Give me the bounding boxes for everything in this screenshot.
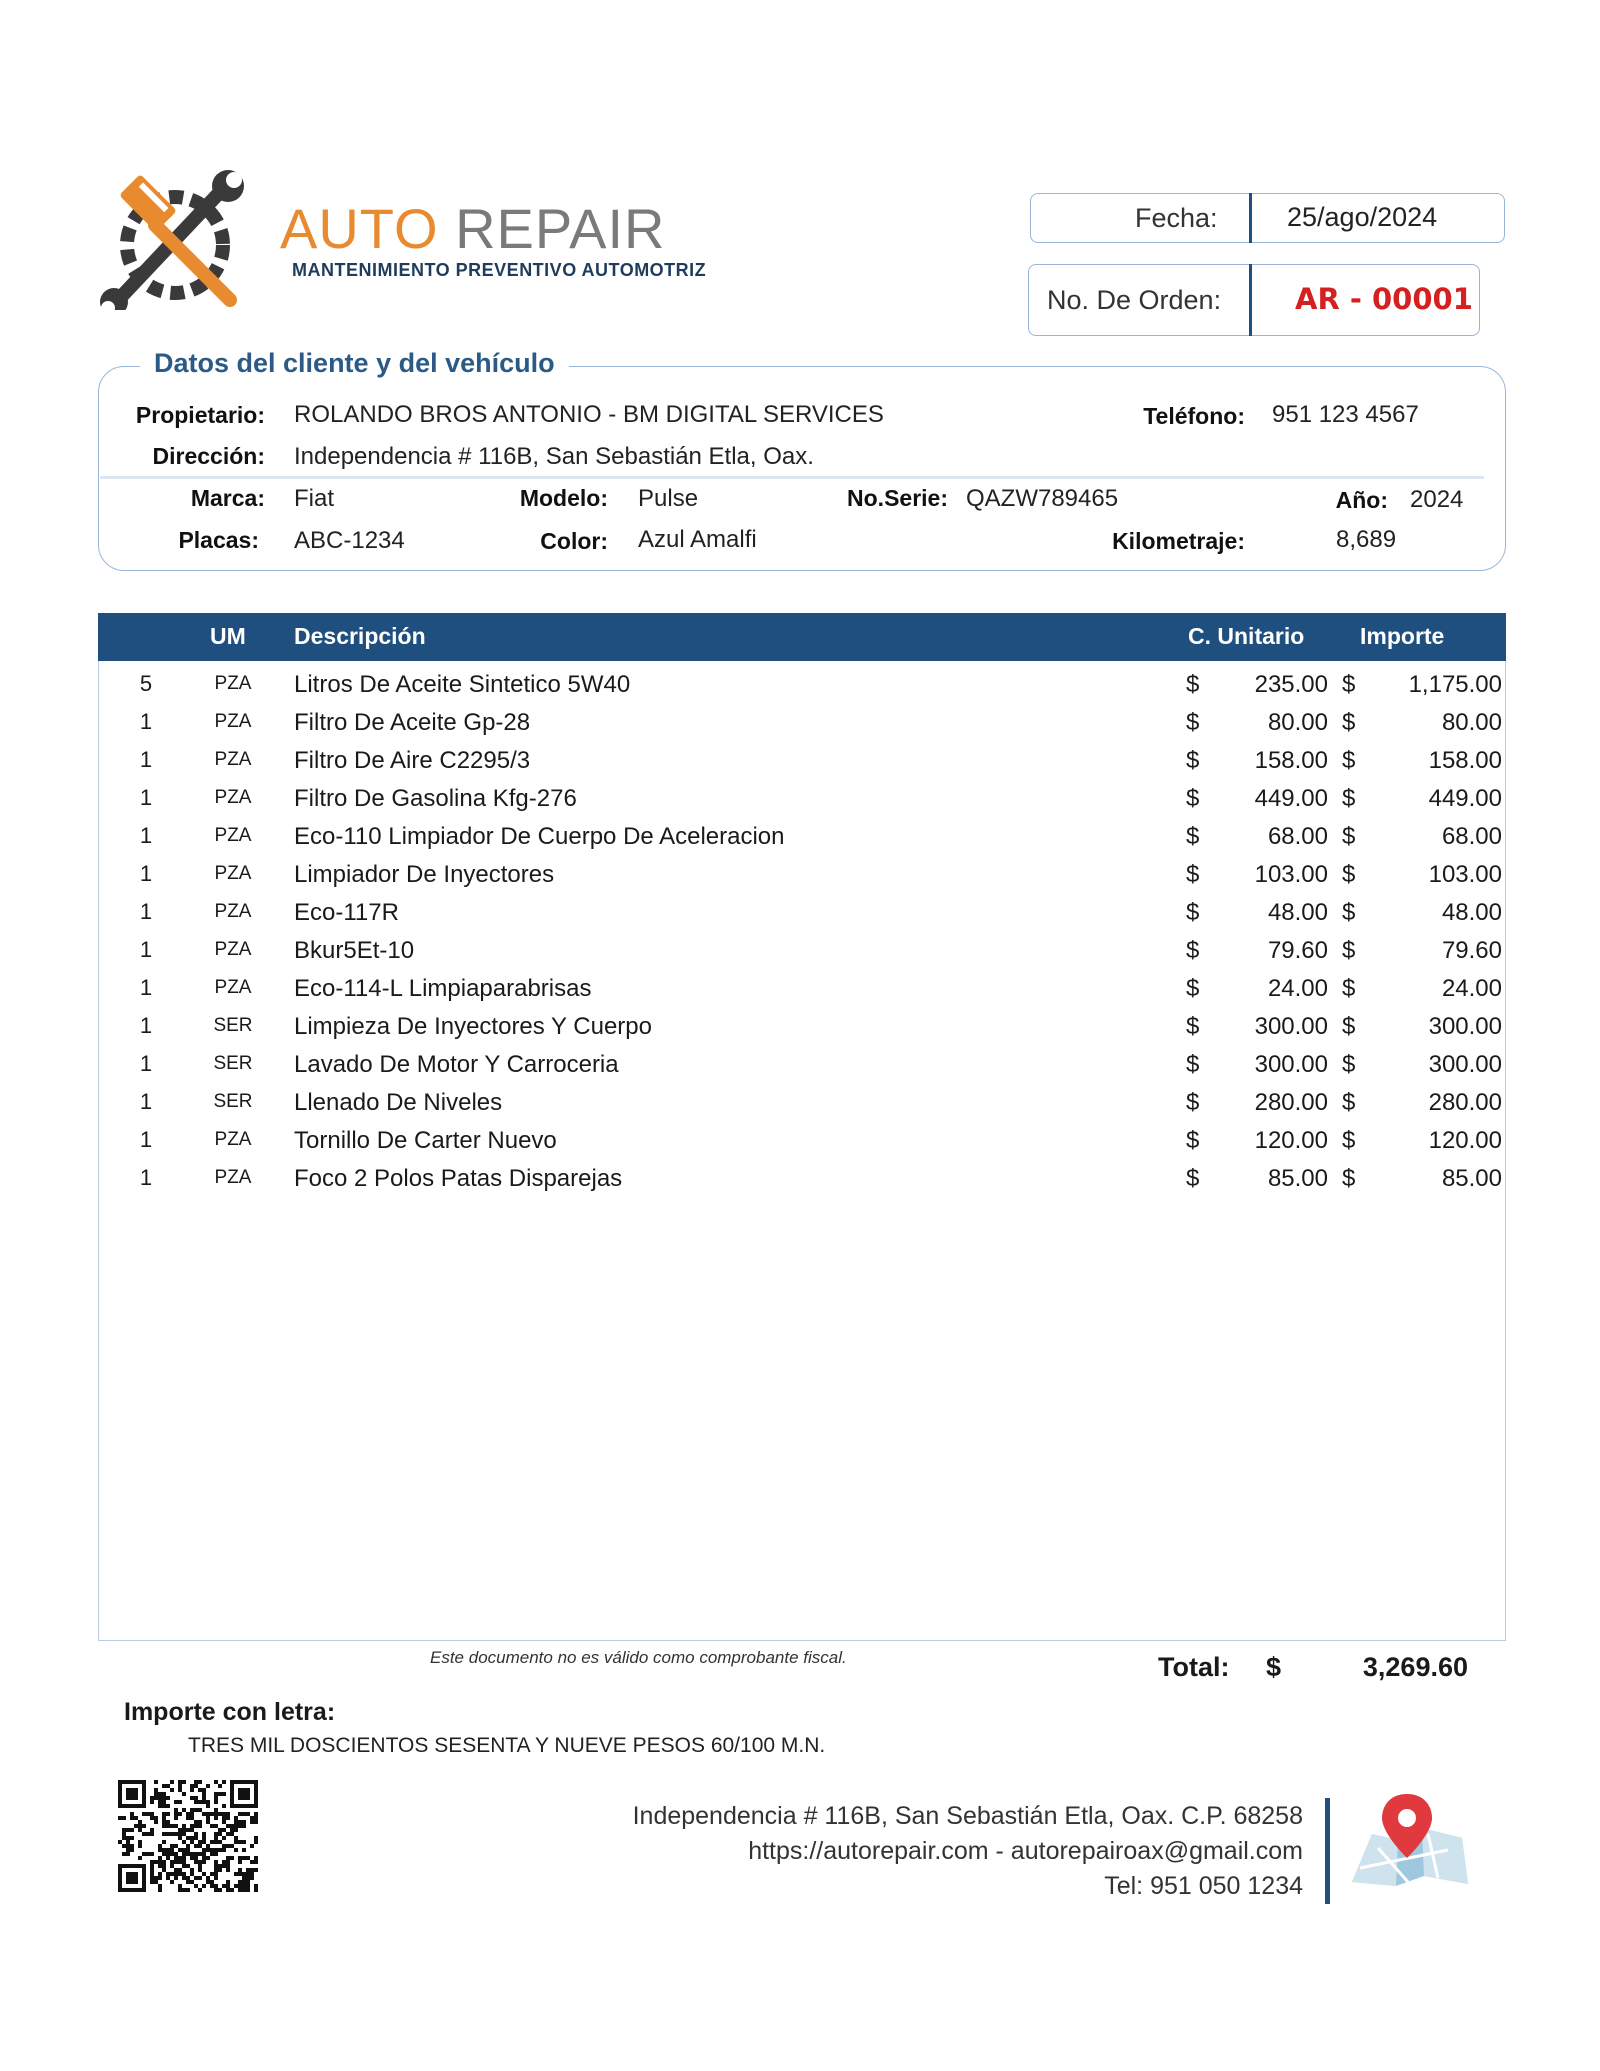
item-unit-currency: $ [1186,1089,1200,1116]
item-qty: 1 [139,747,153,772]
phone-value: 951 123 4567 [1272,401,1419,428]
item-description: Litros De Aceite Sintetico 5W40 [294,671,631,698]
item-amount: 120.00 [1428,1127,1502,1154]
item-amount: 300.00 [1428,1013,1502,1040]
item-amount-currency: $ [1342,1127,1356,1154]
amount-in-words-label: Importe con letra: [124,1698,336,1726]
color-value: Azul Amalfi [638,526,757,553]
table-row [98,1161,1506,1199]
item-qty: 1 [139,709,153,734]
color-label: Color: [540,528,608,554]
item-unit-currency: $ [1186,861,1200,888]
item-um: PZA [214,787,252,808]
header-description: Descripción [294,623,426,649]
item-unit-price: 103.00 [1254,861,1328,888]
item-unit-price: 300.00 [1254,1013,1328,1040]
item-amount: 158.00 [1428,747,1502,774]
item-um: PZA [214,901,252,922]
order-divider [1249,264,1252,336]
table-row [98,1123,1506,1161]
header-um: UM [210,623,246,649]
item-unit-price: 120.00 [1254,1127,1328,1154]
item-unit-price: 68.00 [1267,823,1328,850]
qr-code-icon [118,1780,258,1892]
item-amount-currency: $ [1342,899,1356,926]
table-row [98,705,1506,743]
item-unit-currency: $ [1186,1127,1200,1154]
item-amount: 24.00 [1441,975,1502,1002]
item-description: Filtro De Aceite Gp-28 [294,709,531,736]
item-amount-currency: $ [1342,1051,1356,1078]
owner-label: Propietario: [135,402,265,428]
item-um: PZA [214,711,252,732]
date-box [1030,193,1505,243]
footer-web-email: https://autorepair.com - autorepairoax@gmail.com [748,1837,1303,1865]
item-unit-price: 235.00 [1254,671,1328,698]
item-qty: 1 [139,1013,153,1038]
serial-label: No.Serie: [847,485,948,511]
item-unit-price: 158.00 [1254,747,1328,774]
item-amount-currency: $ [1342,823,1356,850]
item-amount-currency: $ [1342,1089,1356,1116]
item-amount: 280.00 [1428,1089,1502,1116]
mileage-label: Kilometraje: [1112,528,1245,554]
item-unit-price: 300.00 [1254,1051,1328,1078]
item-unit-price: 85.00 [1267,1165,1328,1192]
item-description: Eco-117R [294,899,399,926]
address-label: Dirección: [152,443,265,469]
client-divider [100,476,1484,479]
phone-label: Teléfono: [1143,403,1245,429]
table-row [98,819,1506,857]
item-unit-currency: $ [1186,747,1200,774]
item-amount: 449.00 [1428,785,1502,812]
total-currency: $ [1266,1652,1282,1682]
client-section-title: Datos del cliente y del vehículo [140,348,569,379]
order-box [1028,264,1480,336]
date-divider [1249,193,1252,243]
amount-in-words-value: TRES MIL DOSCIENTOS SESENTA Y NUEVE PESOS 60/100 M.N. [188,1734,826,1757]
item-amount-currency: $ [1342,1013,1356,1040]
fiscal-disclaimer: Este documento no es válido como comprobante fiscal. [430,1648,847,1667]
item-unit-price: 280.00 [1254,1089,1328,1116]
item-um: SER [213,1091,253,1112]
item-um: PZA [214,825,252,846]
item-unit-price: 80.00 [1267,709,1328,736]
item-unit-price: 24.00 [1267,975,1328,1002]
item-qty: 1 [139,1127,153,1152]
item-um: PZA [214,749,252,770]
map-pin-icon [1338,1788,1472,1894]
item-qty: 1 [139,785,153,810]
header-unit-price: C. Unitario [1188,623,1305,649]
item-qty: 1 [139,975,153,1000]
item-amount-currency: $ [1342,709,1356,736]
item-qty: 1 [139,1165,153,1190]
item-amount-currency: $ [1342,975,1356,1002]
item-amount: 68.00 [1441,823,1502,850]
item-unit-currency: $ [1186,785,1200,812]
plates-value: ABC-1234 [294,527,405,554]
item-description: Filtro De Gasolina Kfg-276 [294,785,577,812]
table-row [98,743,1506,781]
item-description: Lavado De Motor Y Carroceria [294,1051,619,1078]
owner-value: ROLANDO BROS ANTONIO - BM DIGITAL SERVICES [294,401,884,428]
item-description: Bkur5Et-10 [294,937,415,964]
header-amount: Importe [1360,623,1445,649]
make-value: Fiat [294,485,335,512]
item-description: Llenado De Niveles [294,1089,503,1116]
item-unit-currency: $ [1186,1165,1200,1192]
item-amount: 103.00 [1428,861,1502,888]
table-row [98,667,1506,705]
item-amount-currency: $ [1342,937,1356,964]
item-um: PZA [214,863,252,884]
item-description: Limpieza De Inyectores Y Cuerpo [294,1013,652,1040]
item-description: Foco 2 Polos Patas Disparejas [294,1165,623,1192]
item-qty: 1 [139,1051,153,1076]
model-label: Modelo: [519,485,608,511]
footer-divider [1325,1798,1330,1904]
item-amount: 85.00 [1441,1165,1502,1192]
item-um: SER [213,1015,253,1036]
item-amount-currency: $ [1342,785,1356,812]
total-value: 3,269.60 [1362,1652,1468,1682]
item-um: SER [213,1053,253,1074]
table-row [98,781,1506,819]
date-label: Fecha: [1135,203,1218,233]
make-label: Marca: [190,485,265,511]
item-amount-currency: $ [1342,747,1356,774]
footer-address: Independencia # 116B, San Sebastián Etla, Oax. C.P. 68258 [632,1802,1303,1830]
table-row [98,1085,1506,1123]
item-um: PZA [214,939,252,960]
item-qty: 1 [139,1089,153,1114]
brand-name-auto: AUTO [280,197,439,260]
order-label: No. De Orden: [1047,285,1222,315]
items-table-header [98,613,1506,661]
mileage-value: 8,689 [1336,526,1397,553]
item-um: PZA [214,1167,252,1188]
footer-phone: Tel: 951 050 1234 [1104,1872,1303,1900]
item-amount: 1,175.00 [1408,671,1502,698]
table-row [98,1047,1506,1085]
year-label: Año: [1335,487,1388,513]
item-amount: 300.00 [1428,1051,1502,1078]
item-unit-price: 79.60 [1267,937,1328,964]
item-amount: 48.00 [1441,899,1502,926]
item-um: PZA [214,977,252,998]
item-qty: 1 [139,937,153,962]
item-description: Eco-114-L Limpiaparabrisas [294,975,592,1002]
table-row [98,971,1506,1009]
item-unit-currency: $ [1186,1051,1200,1078]
item-description: Limpiador De Inyectores [294,861,555,888]
item-description: Filtro De Aire C2295/3 [294,747,531,774]
item-unit-currency: $ [1186,671,1200,698]
brand-name-repair: REPAIR [455,197,666,260]
address-value: Independencia # 116B, San Sebastián Etla, Oax. [294,443,814,470]
item-amount-currency: $ [1342,1165,1356,1192]
table-row [98,1009,1506,1047]
date-value: 25/ago/2024 [1287,202,1438,232]
model-value: Pulse [638,485,699,512]
item-unit-currency: $ [1186,899,1200,926]
year-value: 2024 [1410,486,1464,513]
item-unit-currency: $ [1186,1013,1200,1040]
item-um: PZA [214,673,252,694]
item-amount-currency: $ [1342,671,1356,698]
item-unit-price: 48.00 [1267,899,1328,926]
item-um: PZA [214,1129,252,1150]
plates-label: Placas: [178,527,259,553]
total-label: Total: [1158,1652,1230,1682]
item-qty: 1 [139,861,153,886]
item-unit-price: 449.00 [1254,785,1328,812]
item-unit-currency: $ [1186,937,1200,964]
item-amount: 79.60 [1441,937,1502,964]
table-row [98,933,1506,971]
logo-icon [100,170,260,310]
item-amount: 80.00 [1441,709,1502,736]
item-description: Tornillo De Carter Nuevo [294,1127,557,1154]
serial-value: QAZW789465 [966,485,1119,512]
item-unit-currency: $ [1186,975,1200,1002]
brand-title [280,196,665,261]
item-qty: 1 [139,899,153,924]
item-amount-currency: $ [1342,861,1356,888]
table-row [98,895,1506,933]
item-unit-currency: $ [1186,823,1200,850]
brand-tagline: MANTENIMIENTO PREVENTIVO AUTOMOTRIZ [292,260,707,280]
item-qty: 1 [139,823,153,848]
order-number: AR - 00001 [1295,282,1473,316]
item-unit-currency: $ [1186,709,1200,736]
item-description: Eco-110 Limpiador De Cuerpo De Aceleracion [294,823,785,850]
table-row [98,857,1506,895]
item-qty: 5 [139,671,153,696]
